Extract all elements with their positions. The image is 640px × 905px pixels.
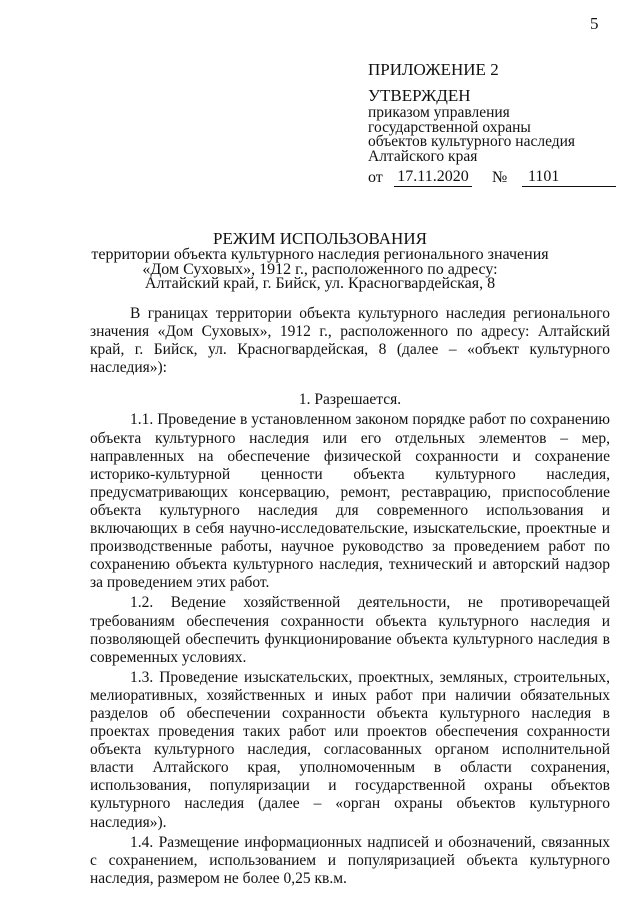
document-body [90, 305, 610, 888]
appendix-label: ПРИЛОЖЕНИЕ 2 [368, 60, 499, 79]
order-date-number [368, 168, 618, 187]
order-issuer [368, 106, 618, 164]
page-number: 5 [590, 14, 599, 33]
intro-paragraph: В границах территории объекта культурного наследия регионального значения «Дом Суховых», 1912 г., расположенного по адресу: Алтайский край, г. Бийск, ул. Красногвардейская, 8 (далее – «объект культурного наследия»): [90, 305, 610, 377]
order-date: 17.11.2020 [394, 168, 472, 187]
clause-paragraph: 1.2. Ведение хозяйственной деятельности, не противоречащей требованиям обеспечения сохранности объекта культурного наследия и позволяющей обеспечить функционирование объекта культурного наследия в современных условиях. [90, 594, 610, 666]
approval-block [368, 60, 618, 187]
clause-paragraph: 1.1. Проведение в установленном законом порядке работ по сохранению объекта культурного наследия или его отдельных элементов – мер, направленных на обеспечение физической сохранности и сохранение историко-культурной ценности объекта культурного наследия, предусматривающих консервацию, ремонт, реставрацию, приспособление объекта культурного наследия для современного использования и включающих в себя научно-исследовательские, изыскательские, проектные и производственные работы, научное руководство за проведением работ по сохранению объекта культурного наследия, технический и авторский надзор за проведением этих работ. [90, 411, 610, 592]
section-title: 1. Разрешается. [298, 391, 402, 409]
document-heading [0, 230, 640, 292]
subtitle-line: «Дом Суховых», 1912 г., расположенного по адресу: [142, 260, 498, 278]
subtitle-line: территории объекта культурного наследия регионального значения [91, 246, 549, 263]
clause-paragraph: 1.3. Проведение изыскательских, проектных, земляных, строительных, мелиоративных, хозяйственных и иных работ при наличии обязательных разделов об обеспечении сохранности объекта культурного наследия в проектах проведения таких работ или проектов обеспечения сохранности объекта культурного наследия, согласованных органом исполнительной власти Алтайского края, уполномоченным в области сохранения, использования, популяризации и государственной охраны объектов культурного наследия (далее – «орган охраны объектов культурного наследия»). [90, 668, 610, 831]
order-line: Алтайского края [368, 147, 478, 165]
subtitle-line: Алтайский край, г. Бийск, ул. Красногвардейская, 8 [144, 275, 496, 292]
clause-paragraph: 1.4. Размещение информационных надписей и обозначений, связанных с сохранением, использованием и популяризацией объекта культурного наследия, размером не более 0,25 кв.м. [90, 833, 610, 887]
approved-label: УТВЕРЖДЕН [368, 86, 471, 105]
order-line: приказом управления [368, 104, 510, 121]
document-title: РЕЖИМ ИСПОЛЬЗОВАНИЯ [213, 229, 427, 248]
number-label: № [492, 169, 508, 186]
from-label: от [368, 169, 383, 186]
order-line: объектов культурного наследия [368, 133, 576, 150]
order-number: 1101 [522, 168, 616, 187]
order-line: государственной охраны [368, 118, 531, 136]
